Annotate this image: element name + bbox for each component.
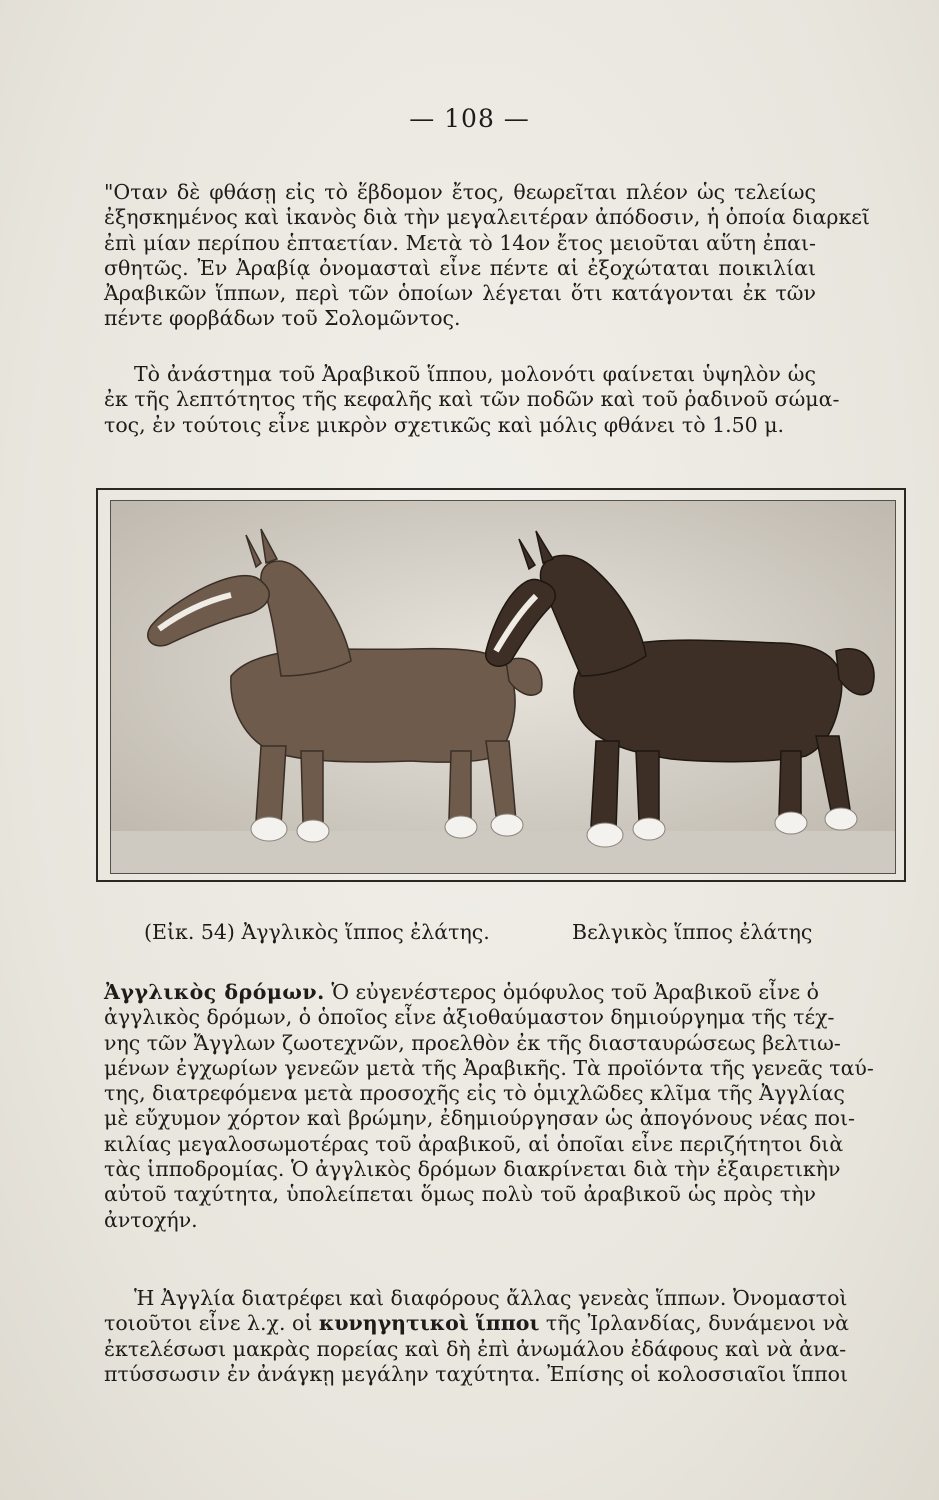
horses-illustration	[111, 501, 895, 873]
text-line: Ἡ Ἀγγλία διατρέφει καὶ διαφόρους ἄλλας γενεὰς ἵππων. Ὀνομαστοὶ	[134, 1286, 848, 1310]
text-line: ἀντοχήν.	[104, 1207, 198, 1232]
text-line: μένων ἐγχωρίων γενεῶν μετὰ τῆς Ἀραβικῆς. Τὰ προϊόντα τῆς γενεᾶς ταύ-	[104, 1055, 874, 1080]
paragraph-1	[104, 180, 870, 332]
text-line: σθητῶς. Ἐν Ἀραβίᾳ ὀνομασταὶ εἶνε πέντε αἱ ἐξοχώταται ποικιλίαι	[104, 255, 816, 280]
text-line: τὰς ἱπποδρομίας. Ὁ ἀγγλικὸς δρόμων διακρίνεται διὰ τὴν ἐξαιρετικὴν	[104, 1157, 841, 1182]
text-line: πέντε φορβάδων τοῦ Σολομῶντος.	[104, 306, 461, 331]
text-line: τος, ἐν τούτοις εἶνε μικρὸν σχετικῶς καὶ μόλις φθάνει τὸ 1.50 μ.	[104, 412, 785, 437]
text-line: ἐπὶ μίαν περίπου ἑπταετίαν. Μετὰ τὸ 14ον ἔτος μειοῦται αὕτη ἐπαι-	[104, 230, 816, 255]
text-line	[104, 1311, 850, 1336]
paragraph-4	[104, 1286, 850, 1387]
page-number: — 108 —	[409, 104, 530, 133]
bold-term: κυνηγητικοὶ ἵπποι	[318, 1311, 540, 1336]
text-line: αὐτοῦ ταχύτητα, ὑπολείπεται ὅμως πολὺ τοῦ ἀραβικοῦ ὡς πρὸς τὴν	[104, 1182, 816, 1207]
text-fragment: Ὁ εὐγενέστερος ὁμόφυλος τοῦ Ἀραβικοῦ εἶνε ὁ	[324, 980, 819, 1004]
text-line: κιλίας μεγαλοσωμοτέρας τοῦ ἀραβικοῦ, αἱ ὁποῖαι εἶνε περιζήτητοι διὰ	[104, 1131, 844, 1156]
figure-frame	[96, 488, 906, 882]
text-line: "Οταν δὲ φθάσῃ εἰς τὸ ἕβδομον ἔτος, θεωρεῖται πλέον ὡς τελείως	[104, 180, 816, 204]
text-line: ἐξησκημένος καὶ ἱκανὸς διὰ τὴν μεγαλειτέραν ἀπόδοσιν, ἡ ὁποία διαρκεῖ	[104, 205, 870, 230]
text-line: της, διατρεφόμενα μετὰ προσοχῆς εἰς τὸ ὁμιχλῶδες κλῖμα τῆς Ἀγγλίας	[104, 1081, 845, 1106]
paragraph-2	[104, 362, 840, 438]
text-fragment: τοιοῦτοι εἶνε λ.χ. οἱ	[104, 1311, 319, 1336]
figure-caption-left: (Εἰκ. 54) Ἀγγλικὸς ἵππος ἐλάτης.	[144, 920, 490, 944]
text-line: μὲ εὔχυμον χόρτον καὶ βρώμην, ἐδημιούργησαν ὡς ἀπογόνους νέας ποι-	[104, 1106, 855, 1131]
text-line: Ἀραβικῶν ἵππων, περὶ τῶν ὁποίων λέγεται ὅτι κατάγονται ἐκ τῶν	[104, 281, 816, 306]
text-line: ἐκτελέσωσι μακρὰς πορείας καὶ δὴ ἐπὶ ἀνωμάλου ἐδάφους καὶ νὰ ἀνα-	[104, 1336, 847, 1361]
text-line	[104, 980, 819, 1005]
figure-caption-right: Βελγικὸς ἵππος ἐλάτης	[572, 920, 813, 944]
text-line: ἀγγλικὸς δρόμων, ὁ ὁποῖος εἶνε ἀξιοθαύμαστον δημιούργημα τῆς τέχ-	[104, 1005, 835, 1030]
text-line: Τὸ ἀνάστημα τοῦ Ἀραβικοῦ ἵππου, μολονότι φαίνεται ὑψηλὸν ὡς	[134, 362, 816, 386]
text-line: νης τῶν Ἄγγλων ζωοτεχνῶν, προελθὸν ἐκ τῆς διασταυρώσεως βελτιω-	[104, 1030, 841, 1055]
text-fragment: τῆς Ἰρλανδίας, δυνάμενοι νὰ	[539, 1311, 850, 1336]
paragraph-3	[104, 980, 874, 1233]
text-line: ἐκ τῆς λεπτότητος τῆς κεφαλῆς καὶ τῶν ποδῶν καὶ τοῦ ῥαδινοῦ σώμα-	[104, 387, 840, 412]
text-line: πτύσσωσιν ἐν ἀνάγκῃ μεγάλην ταχύτητα. Ἐπίσης οἱ κολοσσιαῖοι ἵπποι	[104, 1361, 849, 1386]
horses-photo	[110, 500, 896, 874]
section-heading: Ἀγγλικὸς δρόμων.	[104, 980, 325, 1004]
